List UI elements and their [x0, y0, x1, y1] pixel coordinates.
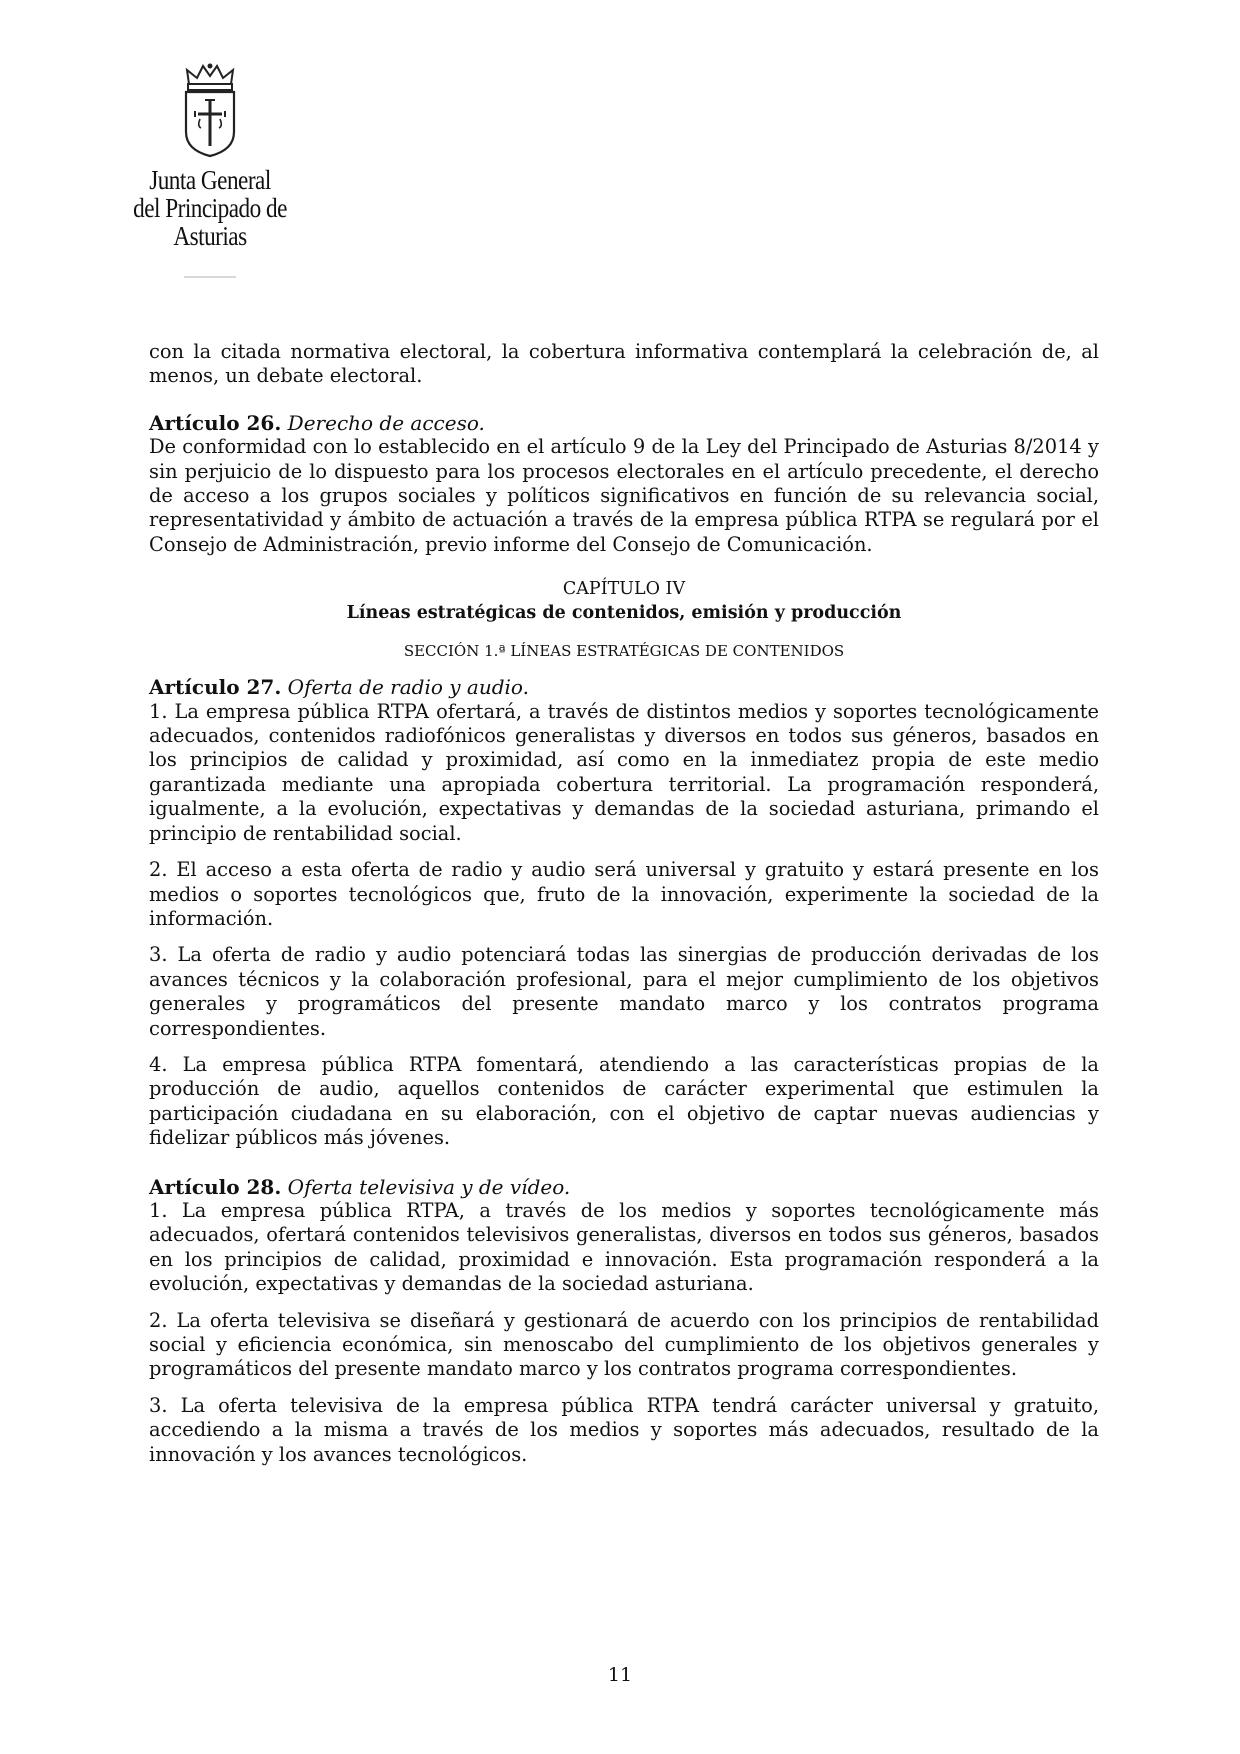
article-26-number: Artículo 26. — [149, 410, 282, 435]
article-27-title: Oferta de radio y audio. — [287, 675, 529, 700]
continuation-paragraph: con la citada normativa electoral, la cobertura informativa contemplará la celebración de, al menos, un debate electoral. — [149, 340, 1099, 388]
article-28-title: Oferta televisiva y de vídeo. — [287, 1174, 571, 1199]
article-26-paragraph-1: De conformidad con lo establecido en el artículo 9 de la Ley del Principado de Asturias 8/2014 y sin perjuicio de lo dispuesto para los procesos electorales en el artículo precedente, el derecho de acceso a los grupos sociales y políticos significativos en función de su relevancia social, representatividad y ámbito de actuación a través de la empresa pública RTPA se regulará por el Consejo de Administración, previo informe del Consejo de Comunicación. — [149, 435, 1099, 556]
article-28-paragraph-2: 2. La oferta televisiva se diseñará y gestionará de acuerdo con los principios de rentabilidad social y eficiencia económica, sin menoscabo del cumplimiento de los objetivos generales y programáticos del presente mandato marco y los contratos programa correspondientes. — [149, 1308, 1099, 1381]
coat-of-arms-icon — [177, 62, 243, 158]
article-26-title: Derecho de acceso. — [287, 410, 485, 435]
article-28-paragraph-1: 1. La empresa pública RTPA, a través de los medios y soportes tecnológicamente más adecuados, ofertará contenidos televisivos generalistas, diversos en todos sus géneros, basados en los principios de calidad, proximidad e innovación. Esta programación responderá a la evolución, expectativas y demandas de la sociedad asturiana. — [149, 1198, 1099, 1296]
article-28-heading — [149, 1175, 1099, 1199]
section-heading: SECCIÓN 1.ª LÍNEAS ESTRATÉGICAS DE CONTENIDOS — [403, 642, 845, 661]
page-number: 11 — [607, 1664, 633, 1686]
article-27-paragraph-3: 3. La oferta de radio y audio potenciará todas las sinergias de producción derivadas de los avances técnicos y la colaboración profesional, para el mejor cumplimiento de los objetivos generales y programáticos del presente mandato marco y los contratos programa correspondientes. — [149, 943, 1099, 1040]
article-27-paragraph-1: 1. La empresa pública RTPA ofertará, a través de distintos medios y soportes tecnológicamente adecuados, contenidos radiofónicos generalistas y diversos en todos sus géneros, basados en los principios de calidad y proximidad, así como en la inmediatez propia de este medio garantizada mediante una apropiada cobertura territorial. La programación responderá, igualmente, a la evolución, expectativas y demandas de la sociedad asturiana, primando el principio de rentabilidad social. — [149, 699, 1099, 845]
letterhead — [80, 62, 340, 278]
article-28-paragraph-3: 3. La oferta televisiva de la empresa pública RTPA tendrá carácter universal y gratuito, accediendo a la misma a través de los medios y soportes más adecuados, resultado de la innovación y los avances tecnológicos. — [149, 1393, 1099, 1466]
chapter-title: Líneas estratégicas de contenidos, emisión y producción — [346, 603, 902, 624]
org-name-line2: del Principado de Asturias — [133, 193, 287, 251]
article-27-paragraph-4: 4. La empresa pública RTPA fomentará, atendiendo a las características propias de la producción de audio, aquellos contenidos de carácter experimental que estimulen la participación ciudadana en su elaboración, con el objetivo de captar nuevas audiencias y fidelizar públicos más jóvenes. — [149, 1052, 1099, 1150]
chapter-label: CAPÍTULO IV — [562, 579, 686, 600]
article-27-number: Artículo 27. — [149, 675, 282, 700]
org-name-line1: Junta General — [149, 165, 271, 195]
document-body — [149, 340, 1099, 1479]
article-28-number: Artículo 28. — [149, 1174, 282, 1199]
article-26-heading — [149, 411, 1099, 435]
article-27-paragraph-2: 2. El acceso a esta oferta de radio y audio será universal y gratuito y estará presente en los medios o soportes tecnológicos que, fruto de la innovación, experimente la sociedad de la información. — [149, 858, 1099, 930]
header-divider — [184, 276, 236, 278]
article-27-heading — [149, 675, 1099, 699]
